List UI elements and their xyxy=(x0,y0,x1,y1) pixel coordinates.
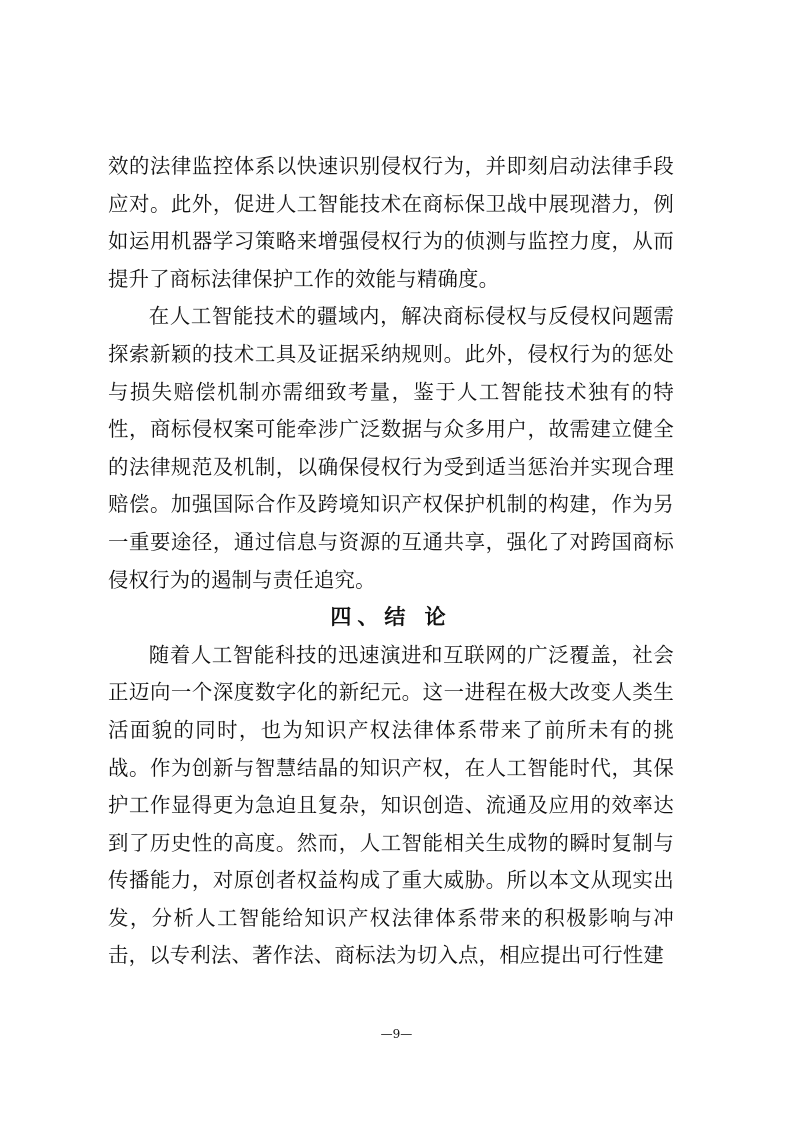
paragraph-trademark-infringement: 在人工智能技术的疆域内，解决商标侵权与反侵权问题需探索新颖的技术工具及证据采纳规则。此外，侵权行为的惩处与损失赔偿机制亦需细致考量，鉴于人工智能技术独有的特性，商标侵权案可能牵涉广泛数据与众多用户，故需建立健全的法律规范及机制，以确保侵权行为受到适当惩治并实现合理赔偿。加强国际合作及跨境知识产权保护机制的构建，作为另一重要途径，通过信息与资源的互通共享，强化了对跨国商标侵权行为的遏制与责任追究。 xyxy=(108,304,674,592)
section-heading-conclusion: 四、结 论 xyxy=(330,605,452,630)
paragraph-continuation: 效的法律监控体系以快速识别侵权行为，并即刻启动法律手段应对。此外，促进人工智能技术在商标保卫战中展现潜力，例如运用机器学习策略来增强侵权行为的侦测与监控力度，从而提升了商标法律保护工作的效能与精确度。 xyxy=(108,154,674,291)
paragraph-conclusion: 随着人工智能科技的迅速演进和互联网的广泛覆盖，社会正迈向一个深度数字化的新纪元。这一进程在极大改变人类生活面貌的同时，也为知识产权法律体系带来了前所未有的挑战。作为创新与智慧结晶的知识产权，在人工智能时代，其保护工作显得更为急迫且复杂，知识创造、流通及应用的效率达到了历史性的高度。然而，人工智能相关生成物的瞬时复制与传播能力，对原创者权益构成了重大威胁。所以本文从现实出发，分析人工智能给知识产权法律体系带来的积极影响与冲击，以专利法、著作法、商标法为切入点，相应提出可行性建 xyxy=(108,642,674,968)
page-number: —9— xyxy=(380,1027,413,1041)
body-text xyxy=(108,148,674,975)
